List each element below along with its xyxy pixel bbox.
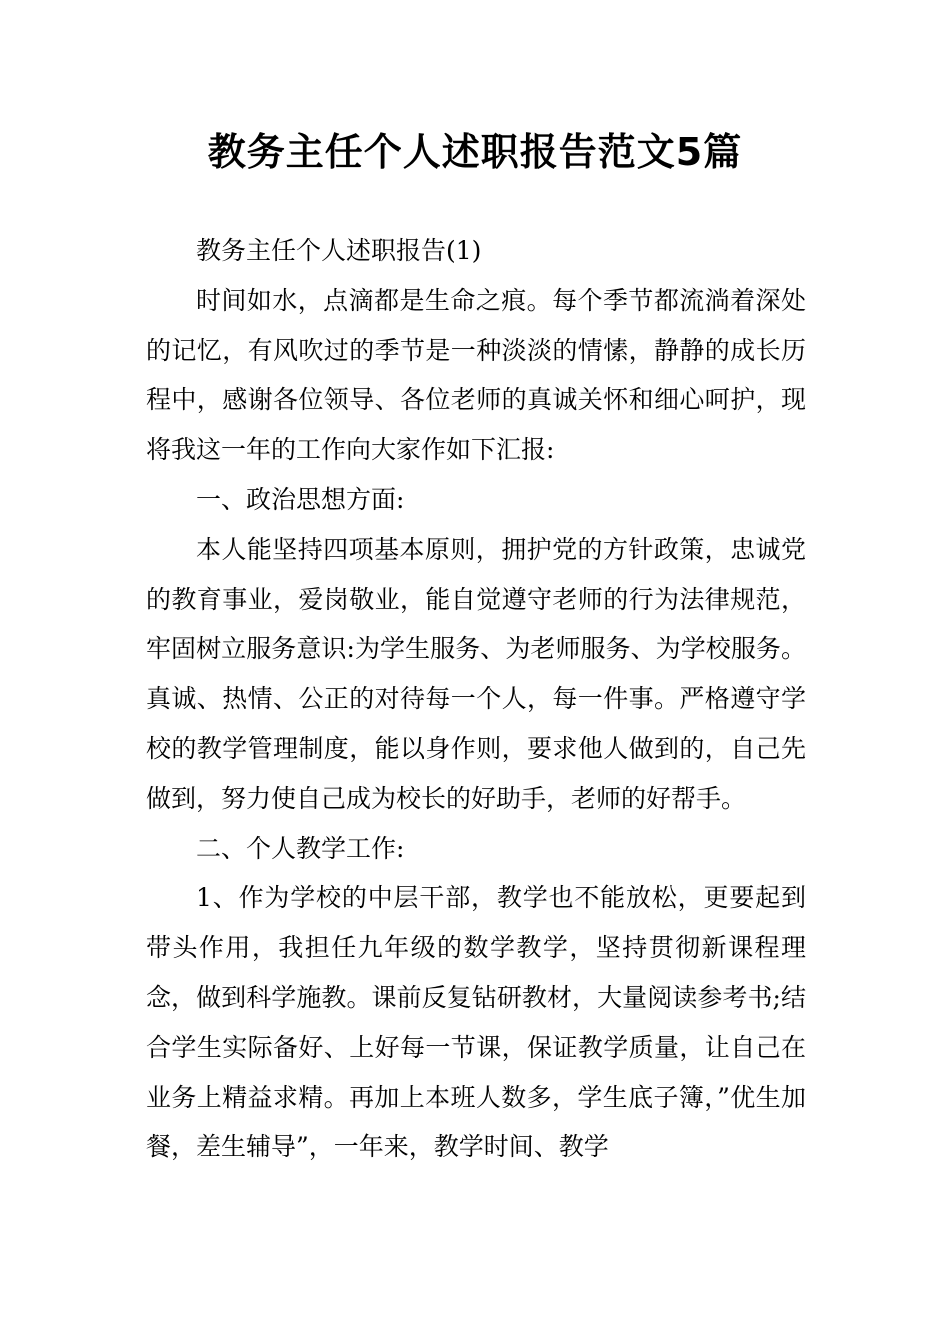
section-heading: 二、个人教学工作: xyxy=(196,833,405,863)
document-title: 教务主任个人述职报告范文5篇 xyxy=(207,130,743,174)
paragraph: 本人能坚持四项基本原则，拥护党的方针政策，忠诚党的教育事业，爱岗敬业，能自觉遵守老师的行为法律规范，牢固树立服务意识:为学生服务、为老师服务、为学校服务。真诚、热情、公正的对待每一个人，每一件事。严格遵守学校的教学管理制度，能以身作则，要求他人做到的，自己先做到，努力使自己成为校长的好助手，老师的好帮手。 xyxy=(146,534,806,813)
section-heading: 教务主任个人述职报告(1) xyxy=(196,236,482,265)
section-heading: 一、政治思想方面: xyxy=(196,484,405,514)
paragraph: 时间如水，点滴都是生命之痕。每个季节都流淌着深处的记忆，有风吹过的季节是一种淡淡的情愫，静静的成长历程中，感谢各位领导、各位老师的真诚关怀和细心呵护，现将我这一年的工作向大家作如下汇报: xyxy=(146,285,806,465)
document-body xyxy=(146,226,806,1172)
paragraph: 1、作为学校的中层干部，教学也不能放松，更要起到带头作用，我担任九年级的数学教学，坚持贯彻新课程理念，做到科学施教。课前反复钻研教材，大量阅读参考书;结合学生实际备好、上好每一节课，保证教学质量，让自己在业务上精益求精。再加上本班人数多，学生底子簿，”优生加餐，差生辅导”，一年来，教学时间、教学 xyxy=(146,883,806,1162)
